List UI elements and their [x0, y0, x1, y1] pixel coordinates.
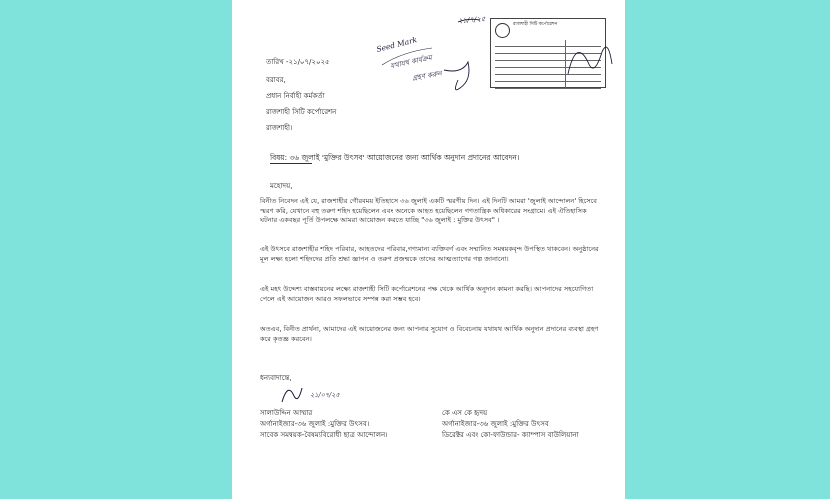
letter-date: তারিখ -২১/০৭/২০২৫: [266, 58, 330, 66]
handwritten-note-line3: গ্রহণ করুন: [411, 69, 443, 83]
left-signer-role-2: সাবেক সমন্বয়ক-বৈষম্যবিরোধী ছাত্র আন্দোলন।: [260, 431, 388, 439]
letter-to: বরাবর,: [266, 76, 286, 84]
closing: ধন্যবাদান্তে,: [260, 374, 292, 382]
letter-subject: বিষয়: ৩৬ জুলাই 'মুক্তির উৎসব' আয়োজনের জন্য আর্থিক অনুদান প্রদানের আবেদন।: [270, 153, 520, 162]
right-signer-role-1: অর্গানাইজার-৩৬ জুলাই :মুক্তির উৎসব: [442, 420, 549, 428]
salutation: মহোদয়,: [270, 182, 293, 190]
city-corporation-logo: [495, 23, 510, 38]
handwritten-note-top: Seed Mark: [375, 35, 418, 54]
recipient-title: প্রধান নির্বাহী কর্মকর্তা: [266, 92, 325, 100]
letter-page: [232, 0, 625, 499]
body-paragraph-4: অতএব, বিনীত প্রার্থনা, আমাদের এই আয়োজনের জন্য আপনার সুযোগ ও বিবেচনায় যথাযথ আর্থিক অনুদান প্রদানের ব্যবস্থা গ্রহণ করে কৃতজ্ঞ করবেন।: [260, 325, 599, 343]
handwritten-scribble: [372, 10, 502, 100]
handwritten-note-date: ২১/৭/২৫: [457, 15, 486, 25]
body-paragraph-2: এই উৎসবে রাজশাহীর শহিদ পরিবার, আহতদের পরিবার,গণ্যমান্য ব্যক্তিবর্গ এবং সম্মানিত সমন্বয়কবৃন্দ উপস্থিত থাকবেন। অনুষ্ঠানের মূল লক্ষ্য হলো শহিদদের প্রতি শ্রদ্ধা জ্ঞাপন ও তরুণ প্রজন্মকে তাদের আত্মত্যাগের গল্প জানানো।: [260, 245, 599, 263]
stamp-signature: [562, 34, 622, 84]
handwritten-note-line2: যথাযথ কার্যক্রম: [389, 53, 433, 71]
right-signer-name: কে এস কে হৃদয়: [442, 409, 488, 417]
left-signer-role-1: অর্গানাইজার-৩৬ জুলাই :মুক্তির উৎসব।: [260, 420, 370, 428]
body-paragraph-3: এই মহৎ উদ্দেশ্য বাস্তবায়নের লক্ষ্যে রাজশাহী সিটি কর্পোরেশনের পক্ষ থেকে আর্থিক অনুদান কামনা করছি। আপনাদের সহযোগিতা পেলে এই আয়োজন আরও সফলভাবে সম্পন্ন করা সম্ভব হবে।: [260, 285, 594, 303]
recipient-org: রাজশাহী সিটি কর্পোরেশন: [266, 108, 337, 116]
right-signer-role-2: ডিরেক্টর এবং কো-ফাউন্ডার- ক্যাম্পাস বাউলিয়ানা: [442, 431, 579, 439]
stamp-header: রাজশাহী সিটি কর্পোরেশন: [513, 22, 558, 27]
left-signer-name: সালাউদ্দিন আম্মার: [260, 409, 313, 417]
subject-underline: [270, 163, 312, 164]
body-paragraph-1: বিনীত নিবেদন এই যে, রাজশাহীর গৌরবময় ইতিহাসে ৩৬ জুলাই একটি স্মরণীয় দিন। এই দিনটি আমরা 'জুলাই আন্দোলন' হিসেবে স্মরণ করি, যেখানে বহু তরুণ শহিদ হয়েছিলেন এবং অনেকে আহত হয়েছিলেন গণতান্ত্রিক অধিকারের সংগ্রামে। এই ঐতিহাসিক ঘটনার একবছর পূর্তি উপলক্ষে আমরা আয়োজন করতে যাচ্ছি "৩৬ জুলাই : মুক্তির উৎসব" ।: [260, 197, 597, 225]
recipient-city: রাজশাহী।: [266, 124, 293, 132]
left-signature-date: ২১/০৭/২৫: [310, 391, 340, 399]
